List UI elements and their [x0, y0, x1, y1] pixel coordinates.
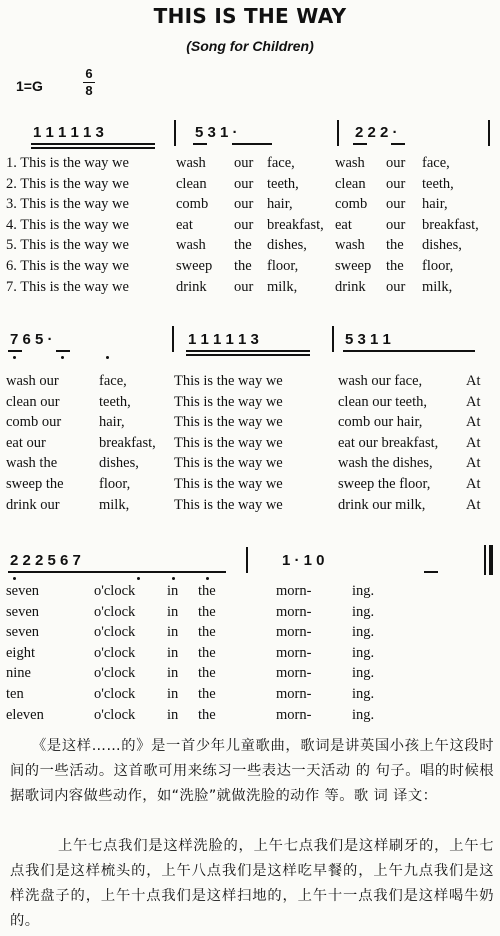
- lyric-system2-v5-w5: At: [466, 455, 481, 472]
- lyric-system1-v6-w7: floor,: [422, 258, 454, 274]
- beam: [8, 571, 226, 573]
- lyric-system2-v7-w2: milk,: [99, 496, 130, 513]
- lyric-system2-v3-w5: At: [466, 414, 481, 431]
- beam: [31, 143, 155, 145]
- lyric-system1-v1-w7: face,: [422, 155, 450, 171]
- lyric-system3-v5-w6: ing.: [352, 665, 375, 682]
- lyric-system2-v7-w5: At: [466, 496, 481, 513]
- beam: [8, 350, 22, 352]
- lower-octave-dot: [172, 577, 175, 580]
- measure-1-3: 2 2 2 ·: [355, 124, 398, 141]
- lyric-system2-v6-w3: This is the way we: [174, 476, 283, 492]
- lower-octave-dot: [106, 356, 109, 359]
- lyric-system1-v4-w6: our: [386, 216, 406, 233]
- song-title: THIS IS THE WAY: [153, 4, 347, 28]
- lyric-system1-v7-w3: our: [234, 278, 254, 295]
- lyric-system2-v4-w1: eat our: [6, 434, 46, 451]
- lyric-system2-v5-w4: wash the dishes,: [338, 455, 433, 472]
- lyric-system1-v1-w1: 1. This is the way we: [6, 155, 129, 171]
- lyric-system3-v4-w2: o'clock: [94, 644, 136, 661]
- lyric-system3-v3-w4: the: [198, 624, 216, 641]
- lyric-system2-v3-w2: hair,: [99, 414, 125, 431]
- lyric-system3-v1-w4: the: [198, 583, 216, 599]
- key-signature: 1=G: [16, 78, 43, 94]
- lyric-system3-v2-w5: morn-: [276, 603, 312, 620]
- end-bar-line-thin: [484, 545, 486, 575]
- lyric-system1-v5-w6: the: [386, 237, 404, 254]
- lower-octave-dot: [137, 577, 140, 580]
- measure-1-2: 5 3 1 ·: [195, 124, 238, 141]
- lyric-system2-v5-w1: wash the: [6, 455, 58, 472]
- song-subtitle: (Song for Children): [186, 38, 314, 54]
- lyric-system2-v1-w1: wash our: [6, 373, 59, 389]
- lyric-system2-v4-w4: eat our breakfast,: [338, 434, 439, 451]
- lyric-system1-v2-w2: clean: [176, 175, 207, 192]
- measure-3-2: 1 · 1 0: [282, 552, 325, 569]
- lyric-system2-v6-w2: floor,: [99, 476, 131, 492]
- lyric-system3-v7-w5: morn-: [276, 706, 312, 723]
- lyric-system1-v3-w5: comb: [335, 196, 368, 213]
- lyric-system1-v2-w4: teeth,: [267, 175, 299, 192]
- lyric-system1-v2-w5: clean: [335, 175, 366, 192]
- lyric-system3-v6-w5: morn-: [276, 686, 312, 702]
- lyric-system3-v1-w6: ing.: [352, 583, 375, 599]
- lyric-system1-v4-w1: 4. This is the way we: [6, 216, 129, 233]
- bar-line: [332, 326, 334, 352]
- bar-line: [337, 120, 339, 146]
- beam: [232, 143, 272, 145]
- beam: [56, 350, 70, 352]
- lyric-system3-v3-w5: morn-: [276, 624, 312, 641]
- lyric-system1-v6-w5: sweep: [335, 258, 372, 274]
- lyric-system3-v5-w5: morn-: [276, 665, 312, 682]
- lyric-system2-v6-w5: At: [466, 476, 481, 492]
- bar-line: [246, 547, 248, 573]
- lyric-system3-v4-w5: morn-: [276, 644, 312, 661]
- lyric-system1-v3-w4: hair,: [267, 196, 293, 213]
- lyric-system3-v5-w2: o'clock: [94, 665, 136, 682]
- lyric-system3-v7-w1: eleven: [6, 706, 44, 723]
- lyric-system3-v7-w3: in: [167, 706, 179, 723]
- chinese-note-paragraph: 《是这样……的》是一首少年儿童歌曲，歌词是讲英国小孩上午这段时间的一些活动。这首歌可用来练习一些表达一天活动 的 句子。唱的时候根据歌词内容做些动作，如“洗脸”就做洗脸的动作 等。歌 词 译文：: [10, 738, 494, 804]
- lyric-system1-v5-w1: 5. This is the way we: [6, 237, 129, 254]
- lyric-system3-v6-w4: the: [198, 686, 216, 702]
- end-bar-line-thick: [489, 545, 493, 575]
- lyric-system3-v1-w1: seven: [6, 583, 40, 599]
- lyric-system1-v7-w7: milk,: [422, 278, 453, 295]
- lyric-system3-v1-w2: o'clock: [94, 583, 136, 599]
- bar-line: [488, 120, 490, 146]
- lyric-system3-v6-w6: ing.: [352, 686, 375, 702]
- lyric-system2-v3-w4: comb our hair,: [338, 414, 423, 431]
- lyric-system1-v4-w7: breakfast,: [422, 216, 479, 233]
- lyric-system2-v1-w5: At: [466, 373, 481, 389]
- measure-2-2: 1 1 1 1 1 3: [188, 331, 259, 348]
- bar-line: [174, 120, 176, 146]
- time-signature: [82, 66, 96, 99]
- lyric-system2-v7-w4: drink our milk,: [338, 496, 426, 513]
- lyric-system1-v6-w4: floor,: [267, 258, 299, 274]
- lyric-system1-v3-w1: 3. This is the way we: [6, 196, 129, 213]
- lyric-system1-v1-w6: our: [386, 155, 406, 171]
- beam: [391, 143, 405, 145]
- lyric-system3-v5-w3: in: [167, 665, 179, 682]
- beam: [186, 354, 310, 356]
- measure-1-1: 1 1 1 1 1 3: [33, 124, 104, 141]
- lyric-system2-v1-w4: wash our face,: [338, 373, 423, 389]
- lyric-system3-v1-w5: morn-: [276, 583, 312, 599]
- lyric-system1-v1-w2: wash: [176, 155, 206, 171]
- lyric-system1-v4-w2: eat: [176, 216, 193, 233]
- lyric-system1-v6-w2: sweep: [176, 258, 213, 274]
- lower-octave-dot: [61, 356, 64, 359]
- lyric-system1-v2-w1: 2. This is the way we: [6, 175, 129, 192]
- beam: [186, 350, 310, 352]
- lyric-system2-v6-w4: sweep the floor,: [338, 476, 431, 492]
- chinese-translation-paragraph: 上午七点我们是这样洗脸的，上午七点我们是这样刷牙的，上午七点我们是这样梳头的，上午八点我们是这样吃早餐的，上午九点我们是这样洗盘子的，上午十点我们是这样扫地的，上午十一点我们是这样喝牛奶的。: [10, 838, 494, 929]
- beam: [31, 147, 155, 149]
- lyric-system3-v3-w3: in: [167, 624, 179, 641]
- lyric-system2-v2-w5: At: [466, 393, 481, 410]
- lower-octave-dot: [206, 577, 209, 580]
- lyric-system1-v1-w4: face,: [267, 155, 295, 171]
- lyric-system3-v5-w4: the: [198, 665, 216, 682]
- lyric-system1-v1-w5: wash: [335, 155, 365, 171]
- lyric-system2-v4-w2: breakfast,: [99, 434, 156, 451]
- lyric-system1-v6-w6: the: [386, 258, 404, 274]
- lyric-system1-v3-w7: hair,: [422, 196, 448, 213]
- lyric-system3-v6-w2: o'clock: [94, 686, 136, 702]
- lyric-system1-v7-w2: drink: [176, 278, 207, 295]
- lyric-system1-v5-w4: dishes,: [267, 237, 307, 254]
- lyric-system3-v3-w1: seven: [6, 624, 40, 641]
- lyric-system3-v2-w1: seven: [6, 603, 40, 620]
- lyric-system3-v3-w6: ing.: [352, 624, 375, 641]
- beam: [353, 143, 367, 145]
- time-signature-bottom: 8: [85, 83, 93, 98]
- lyric-system3-v2-w2: o'clock: [94, 603, 136, 620]
- lyric-system1-v2-w6: our: [386, 175, 406, 192]
- beam: [424, 571, 438, 573]
- lyric-system3-v7-w6: ing.: [352, 706, 375, 723]
- lyric-system3-v4-w4: the: [198, 644, 216, 661]
- lyric-system1-v5-w2: wash: [176, 237, 206, 254]
- lyric-system1-v6-w1: 6. This is the way we: [6, 258, 129, 274]
- lyric-system3-v5-w1: nine: [6, 665, 31, 682]
- lyric-system2-v5-w2: dishes,: [99, 455, 139, 472]
- lyric-system1-v2-w3: our: [234, 175, 254, 192]
- lyric-system3-v4-w6: ing.: [352, 644, 375, 661]
- lyric-system2-v3-w3: This is the way we: [174, 414, 283, 431]
- lyric-system1-v4-w4: breakfast,: [267, 216, 324, 233]
- beam: [193, 143, 207, 145]
- measure-3-1: 2 2 2 5 6 7: [10, 552, 81, 569]
- lyric-system1-v5-w3: the: [234, 237, 252, 254]
- lyric-system3-v2-w4: the: [198, 603, 216, 620]
- lyric-system1-v2-w7: teeth,: [422, 175, 454, 192]
- lyric-system2-v7-w1: drink our: [6, 496, 60, 513]
- lyric-system2-v2-w2: teeth,: [99, 393, 131, 410]
- lyric-system1-v3-w6: our: [386, 196, 406, 213]
- lyric-system1-v4-w5: eat: [335, 216, 352, 233]
- lower-octave-dot: [13, 356, 16, 359]
- lower-octave-dot: [13, 577, 16, 580]
- time-signature-top: 6: [85, 66, 93, 81]
- lyric-system1-v4-w3: our: [234, 216, 254, 233]
- lyric-system1-v7-w6: our: [386, 278, 406, 295]
- lyric-system1-v7-w5: drink: [335, 278, 366, 295]
- lyric-system2-v7-w3: This is the way we: [174, 496, 283, 513]
- lyric-system1-v3-w3: our: [234, 196, 254, 213]
- lyric-system2-v1-w2: face,: [99, 373, 127, 389]
- lyric-system1-v6-w3: the: [234, 258, 252, 274]
- lyric-system2-v5-w3: This is the way we: [174, 455, 283, 472]
- measure-2-3: 5 3 1 1: [345, 331, 391, 348]
- bar-line: [172, 326, 174, 352]
- lyric-system1-v3-w2: comb: [176, 196, 209, 213]
- lyric-system3-v4-w3: in: [167, 644, 179, 661]
- lyric-system1-v5-w7: dishes,: [422, 237, 462, 254]
- lyric-system3-v2-w3: in: [167, 603, 179, 620]
- lyric-system2-v4-w3: This is the way we: [174, 434, 283, 451]
- lyric-system2-v6-w1: sweep the: [6, 476, 64, 492]
- lyric-system2-v4-w5: At: [466, 434, 481, 451]
- beam: [343, 350, 475, 352]
- lyric-system1-v1-w3: our: [234, 155, 254, 171]
- lyric-system3-v1-w3: in: [167, 583, 179, 599]
- measure-2-1: 7 6 5 ·: [10, 331, 53, 348]
- lyric-system1-v7-w4: milk,: [267, 278, 298, 295]
- lyric-system3-v7-w2: o'clock: [94, 706, 136, 723]
- lyric-system2-v2-w4: clean our teeth,: [338, 393, 427, 410]
- lyric-system3-v6-w3: in: [167, 686, 179, 702]
- lyric-system3-v6-w1: ten: [6, 686, 24, 702]
- lyric-system3-v7-w4: the: [198, 706, 216, 723]
- lyric-system1-v5-w5: wash: [335, 237, 365, 254]
- lyric-system2-v2-w1: clean our: [6, 393, 60, 410]
- lyric-system3-v2-w6: ing.: [352, 603, 375, 620]
- lyric-system2-v2-w3: This is the way we: [174, 393, 283, 410]
- lyric-system1-v7-w1: 7. This is the way we: [6, 278, 129, 295]
- lyric-system3-v3-w2: o'clock: [94, 624, 136, 641]
- lyric-system3-v4-w1: eight: [6, 644, 35, 661]
- lyric-system2-v1-w3: This is the way we: [174, 373, 283, 389]
- lyric-system2-v3-w1: comb our: [6, 414, 62, 431]
